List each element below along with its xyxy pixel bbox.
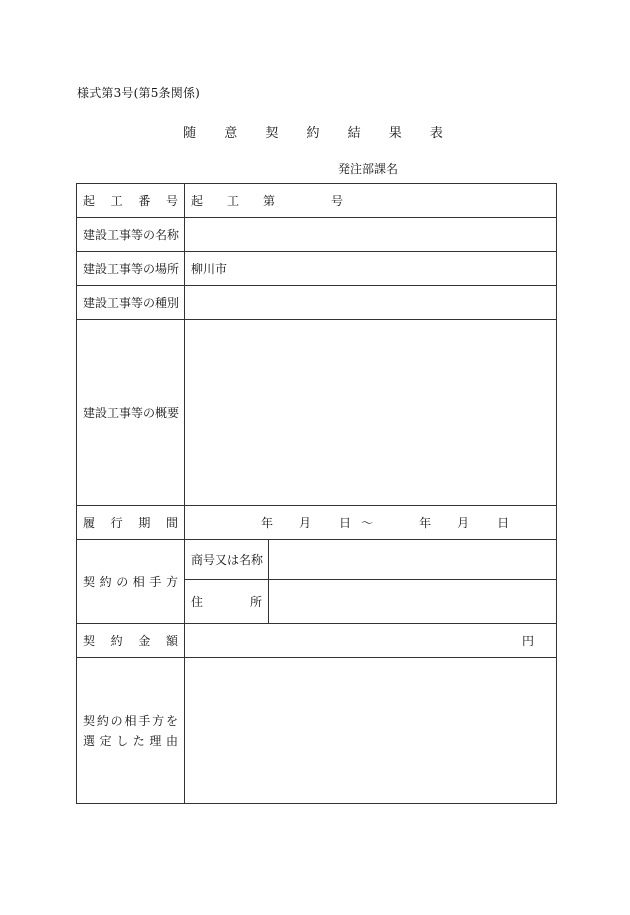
label-char: た [132, 733, 145, 748]
value-company-name[interactable] [269, 540, 557, 580]
label-char: 約 [96, 713, 109, 728]
label-char: 履 [83, 516, 96, 530]
label-char: 間 [165, 516, 178, 530]
label-work-number [77, 184, 185, 218]
label-char: 所 [249, 595, 262, 609]
row-period [77, 506, 557, 540]
document-title: 随 意 契 約 結 果 表 [183, 126, 455, 141]
row-work-type [77, 286, 557, 320]
label-char: 起 [83, 194, 96, 208]
label-char: 約 [110, 634, 123, 648]
label-amount [77, 624, 185, 658]
label-char: の [116, 575, 129, 589]
label-char: 方 [165, 575, 178, 589]
label-char: の [110, 713, 123, 728]
label-work-summary: 建設工事等の概要 [77, 320, 185, 506]
label-char: 契 [83, 575, 96, 589]
row-reason [77, 658, 557, 804]
value-period[interactable] [185, 506, 557, 540]
label-char: を [165, 713, 178, 728]
label-char: 由 [165, 733, 178, 748]
label-char: 選 [83, 733, 96, 748]
form-number: 様式第3号(第5条関係) [77, 86, 201, 100]
label-work-type: 建設工事等の種別 [77, 286, 185, 320]
label-char: 工 [110, 194, 123, 208]
value-work-summary[interactable] [185, 320, 557, 506]
row-work-summary [77, 320, 557, 506]
value-work-number[interactable] [185, 184, 557, 218]
label-char: 額 [165, 634, 178, 648]
value-char: 起 [191, 194, 204, 208]
label-counterparty [77, 540, 185, 624]
label-work-name: 建設工事等の名称 [77, 218, 185, 252]
value-address[interactable] [269, 580, 557, 624]
label-reason [77, 658, 185, 804]
label-char: 定 [99, 733, 112, 748]
value-char: 工 [227, 194, 240, 208]
value-work-name[interactable] [185, 218, 557, 252]
label-company-name: 商号又は名称 [185, 540, 269, 580]
yen-unit: 円 [521, 634, 534, 648]
row-work-number [77, 184, 557, 218]
label-char: 契 [83, 713, 96, 728]
label-char: 住 [191, 595, 204, 609]
label-char: 行 [110, 516, 123, 530]
value-reason[interactable] [185, 658, 557, 804]
label-char: 相 [124, 713, 137, 728]
value-work-location[interactable]: 柳川市 [185, 252, 557, 286]
label-char: 方 [152, 713, 165, 728]
start-month-unit: 月 [299, 516, 312, 530]
value-amount[interactable] [185, 624, 557, 658]
start-day-unit: 日 [339, 516, 352, 530]
label-char: 号 [165, 194, 178, 208]
row-counterparty-name [77, 540, 557, 580]
label-work-location: 建設工事等の場所 [77, 252, 185, 286]
label-char: 番 [138, 194, 151, 208]
end-month-unit: 月 [457, 516, 470, 530]
label-char: し [116, 733, 129, 748]
label-address [185, 580, 269, 624]
department-label: 発注部課名 [338, 162, 399, 176]
row-amount [77, 624, 557, 658]
period-separator: ～ [361, 516, 374, 530]
label-char: 理 [149, 733, 162, 748]
label-char: 手 [138, 713, 151, 728]
label-period [77, 506, 185, 540]
label-char: 期 [138, 516, 151, 530]
value-work-type[interactable] [185, 286, 557, 320]
label-char: 相 [132, 575, 145, 589]
row-work-location [77, 252, 557, 286]
contract-result-table [76, 183, 557, 804]
value-char: 第 [263, 194, 276, 208]
end-day-unit: 日 [497, 516, 510, 530]
label-char: 手 [149, 575, 162, 589]
start-year-unit: 年 [261, 516, 274, 530]
label-char: 契 [83, 634, 96, 648]
end-year-unit: 年 [419, 516, 432, 530]
label-char: 金 [138, 634, 151, 648]
value-char: 号 [331, 194, 344, 208]
label-char: 約 [99, 575, 112, 589]
row-work-name [77, 218, 557, 252]
